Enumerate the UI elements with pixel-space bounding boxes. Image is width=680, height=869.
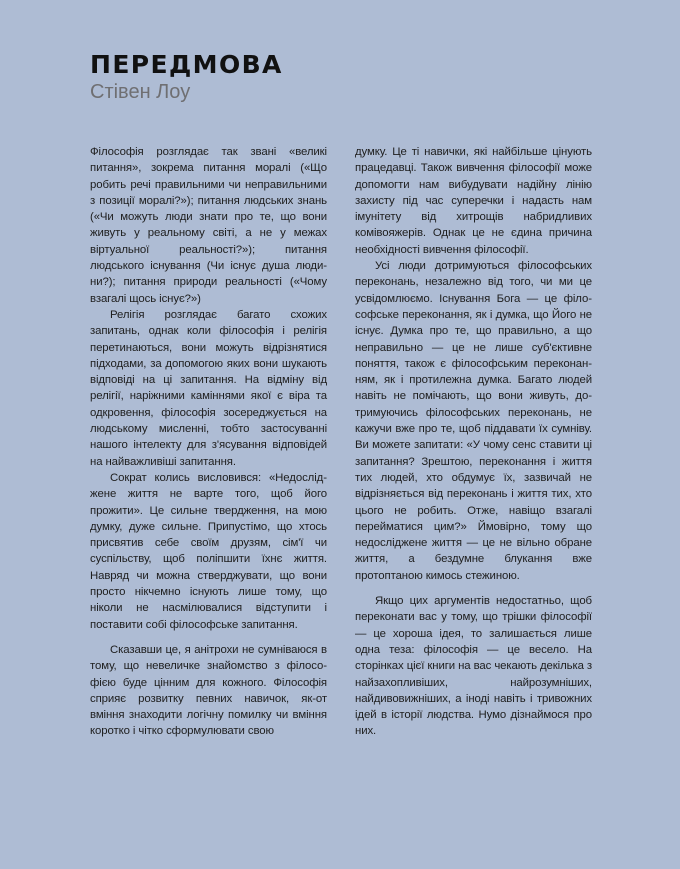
left-column [90, 144, 327, 740]
author-name: Стівен Лоу [90, 81, 191, 103]
paragraph-4: Сказавши це, я анітрохи не сумніваюся в тому, що невеличке знайомство з філософією буде цінним для кожного. Філософія сприяє розвитку певних навичок, як-от вміння знаходити логічну помилку чи вміння коротко і чітко сформулювати свою [90, 643, 327, 738]
paragraph-6: Якщо цих аргументів недостатньо, щоб переконати вас у тому, що трішки філософії — це хороша ідея, то залишається лише одна теза: філософія — це весело. На сторінках цієї книги на вас чекають декілька з найзахопливіших, найрозумніших, найдивовижніших, а іноді навіть і тривожних ідей в історії людства. Нумо дізнаймося про них. [355, 595, 593, 738]
paragraph-3: Сократ колись висловився: «Недосліджене життя не варте того, щоб його прожити». Це сильне твердження, на мою думку, дуже сильне. Припустімо, що хтось присвятив себе своїм друзям, сім'ї чи суспільству, щоб поліпшити їхнє життя. Навряд чи можна стверджувати, що вони просто нікчемно існують лише тому, що ніколи не насмілювалися відступити і поставити собі філософське запитання. [90, 471, 327, 631]
text-columns [90, 144, 592, 740]
page-heading [90, 50, 283, 104]
right-column [355, 144, 592, 740]
paragraph-4-continued: думку. Це ті навички, які найбільше цінують працедавці. Також вивчення філософії може допомогти нам вибудувати надійну лінію захисту під час суперечки і надасть нам імунітету від хитрощів набридливих комівояжерів. Однак це не єдина причина необхідності вивчення філософії. [355, 146, 592, 256]
paragraph-5: Усі люди дотримуються філософських переконань, незалежно від того, чи ми це усвідомлюємо. Існування Бога — це філософське переконання, як і думка, що Його не існує. Думка про те, що правильно, а що неправильно — це не лише суб'єктивне поняття, також є філософським переконанням, як і протилежна думка. Багато людей навіть не помічають, що вони живуть, дотримуючись філософських переконань, не кажучи вже про те, щоб піддавати їх сумніву. Ви можете запитати: «У чому сенс ставити ці запитання? Зрештою, переконання і життя тих людей, хто обдумує їх, зазвичай не відрізняється від переконань і життя тих, хто цього не робить. Отже, навіщо взагалі перейматися цим?» Ймовірно, тому що недосліджене життя — це не вільно обране життя, а бездумне блукання вже протоптаною кимось стежиною. [355, 260, 592, 582]
paragraph-2: Релігія розглядає багато схожих запитань, однак коли філософія і релігія перетинаються, вони можуть відрізнятися підходами, за допомогою яких вони шукають відповіді на ці запитання. На відміну від релігії, наріжними каміннями якої є віра та одкровення, філософія зосереджується на людському мисленні, тобто застосуванні нашого інтелекту для з'ясування відповідей на найважливіші запитання. [90, 308, 327, 468]
paragraph-1: Філософія розглядає так звані «великі питання», зокрема питання моралі («Що робить речі правильними чи неправильними з позиції моралі?»); питання людських знань («Чи можуть люди знати про те, що вони живуть у реальному світі, а не у межах віртуальної реальності?»); питання людського існування (Чи існує душа людини?); питання природи реальності («Чому взагалі щось існує?») [90, 146, 327, 305]
page-title: ПЕРЕДМОВА [90, 50, 283, 79]
